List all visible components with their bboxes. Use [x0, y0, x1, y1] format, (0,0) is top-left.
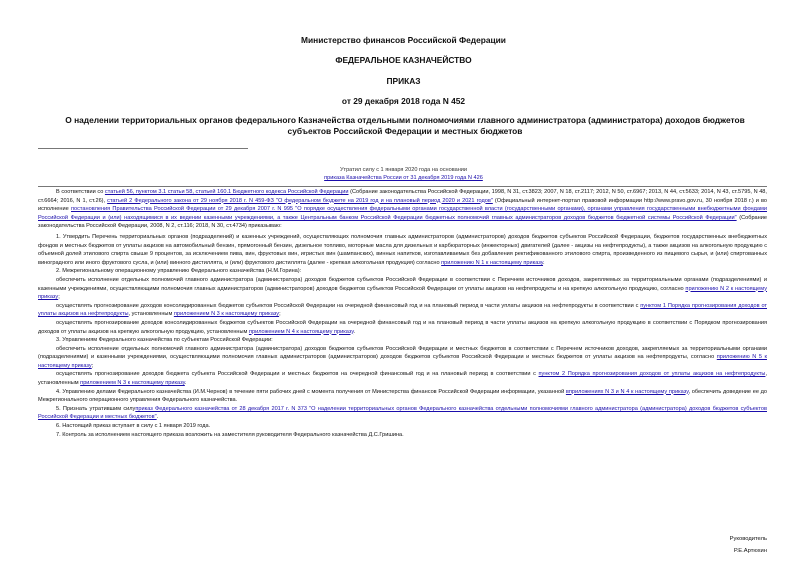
- appendix-5-link[interactable]: приложению N 5 к настоящему приказу: [38, 354, 767, 369]
- appendix-4-link[interactable]: приложением N 4 к настоящему приказу: [248, 328, 354, 335]
- paragraph-3-item-2: осуществлять прогнозирование доходов бюджета субъекта Российской Федерации и местных бюджетов на очередной финансовый год и на плановый период в соответствии с пунктом 2 Порядка прогнозирования доходов от уплаты акцизов на нефтепродукты, установленным приложением N 3 к настоящему приказу.: [38, 371, 767, 387]
- divider-short: [38, 148, 248, 149]
- document-type: ПРИКАЗ: [386, 76, 421, 86]
- paragraph-6: 6. Настоящий приказ вступает в силу с 1 января 2019 года.: [56, 423, 211, 430]
- paragraph-1: 1. Утвердить Перечень территориальных органов (подразделений) и казенных учреждений, осуществляющих полномочия главных администраторов (администраторов) доходов бюджетов субъектов Российской Федерации, бюджетов государственных внебюджетных фондов и местных бюджетов от уплаты акцизов на автомобильный бензин, прямогонный бензин, дизельное топливо, моторные масла для дизельных и карбюраторных (инжекторных) двигателей (далее - акцизы на нефтепродукты), а также акцизов на алкогольную продукцию с объемной долей этилового спирта свыше 9 процентов, за исключением пива, вин, фруктовых вин, игристых вин (шампанских), винных напитков, изготавливаемых без добавления ректификованного этилового спирта, произведенного из пищевого сырья, и (или) спиртованных виноградного или иного фруктового сусла, и (или) винного дистиллята, и (или) фруктового дистиллята (далее - крепкая алкогольная продукция) согласно приложению N 1 к настоящему приказу.: [38, 233, 767, 266]
- paragraph-7: 7. Контроль за исполнением настоящего приказа возложить на заместителя руководителя Федерального казначейства Д.С.Гришина.: [56, 431, 404, 438]
- paragraph-2: 2. Межрегиональному операционному управлению Федерального казначейства (Н.М.Горина):: [56, 268, 302, 275]
- appendices-3-4-link[interactable]: вприложениях N 3 и N 4 к настоящему приказу: [565, 388, 689, 395]
- document-date: от 29 декабря 2018 года N 452: [341, 96, 466, 106]
- document-title: О наделении территориальных органов федерального Казначейства отдельными полномочиями главного администратора (администратора) доходов бюджетов субъектов Российской Федерации и местных бюджетов: [65, 115, 745, 136]
- ministry-name: Министерство финансов Российской Федерации: [301, 35, 506, 45]
- repealed-order-link[interactable]: приказ Федерального казначейства от 28 декабря 2017 г. N 373 "О наделении территориальных органов Федерального казначейства отдельными полномочиями главного администратора (администратора) доходов бюджетов субъектов Российской Федерации и местных бюджетов": [38, 405, 767, 421]
- paragraph-3-item-1: обеспечить исполнение отдельных полномочий главного администратора (администратора) доходов бюджетов субъектов Российской Федерации и местных бюджетов в соответствии с Перечнем источников доходов, закрепляемых за территориальными органами (подразделениями) и казенными учреждениями, осуществляющими полномочия главных администраторов (администраторов) доходов бюджетов субъектов Российской Федерации и местных бюджетов от уплаты акцизов на нефтепродукты, согласно приложению N 5 к настоящему приказу;: [38, 345, 767, 369]
- paragraph-4: 4. Управлению делами Федерального казначейства (И.М.Чернов) в течение пяти рабочих дней с момента получения от Министерства финансов Российской Федерации информации, указанной вприложениях N 3 и N 4 к настоящему приказу, обеспечить доведение ее до Межрегионального операционного управления Федерального казначейства.: [38, 388, 767, 404]
- paragraph-3: 3. Управлениям Федерального казначейства по субъектам Российской Федерации:: [56, 337, 273, 344]
- agency-name: ФЕДЕРАЛЬНОЕ КАЗНАЧЕЙСТВО: [335, 55, 472, 65]
- paragraph-5: 5. Признать утратившим силуприказ Федерального казначейства от 28 декабря 2017 г. N 373 "О наделении территориальных органов Федерального казначейства отдельными полномочиями главного администратора (администратора) доходов бюджетов субъектов Российской Федерации и местных бюджетов".: [38, 405, 767, 421]
- government-resolution-link[interactable]: постановления Правительства Российской Федерации от 29 декабря 2007 г. N 995 "О порядке осуществления федеральными органами государственной власти (государственными органами), органами управления государственными внебюджетными фондами Российской Федерации и (или) находящимися в их ведении казенными учреждениями, а также Центральным банком Российской Федерации бюджетных полномочий главных администраторов доходов бюджетов бюджетной системы Российской Федерации": [38, 206, 767, 221]
- appendix-3-link[interactable]: приложением N 3 к настоящему приказу: [173, 311, 280, 318]
- paragraph-preamble: В соответствии со статьей 56, пунктом 3.1 статьи 58, статьей 160.1 Бюджетного кодекса Российской Федерации (Собрание законодательства Российской Федерации, 1998, N 31, ст.3823; 2007, N 18, ст.2117; 2012, N 50, ст.6967; 2013, N 44, ст.5633; 2014, N 43, ст.5795, N 48, ст.6664; 2016, N 1, ст.26), статьей 2 Федерального закона от 29 ноября 2018 г. N 459-ФЗ "О федеральном бюджете на 2019 год и на плановый период 2020 и 2021 годов" (Официальный интернет-портал правовой информации http://www.pravo.gov.ru, 30 ноября 2018 г.) и во исполнение постановления Правительства Российской Федерации от 29 декабря 2007 г. N 995 "О порядке осуществления федеральными органами государственной власти (государственными органами), органами управления государственными внебюджетными фондами Российской Федерации и (или) находящимися в их ведении казенными учреждениями, а также Центральным банком Российской Федерации бюджетных полномочий главных администраторов доходов бюджетов бюджетной системы Российской Федерации" (Собрание законодательства Российской Федерации, 2008, N 2, ст.116; 2018, N 30, ст.4734) приказываю:: [38, 189, 767, 230]
- status-note: Утратил силу с 1 января 2020 года на основании: [339, 167, 468, 173]
- paragraph-2-item-1: обеспечить исполнение отдельных полномочий главного администратора (администратора) доходов бюджетов субъектов Российской Федерации в соответствии с Перечнем источников доходов, закрепляемых за территориальными органами (подразделениями) и казенными учреждениями, осуществляющими полномочия главных администраторов (администраторов) доходов бюджетов субъектов Российской Федерации от уплаты акцизов на нефтепродукты и на крепкую алкогольную продукцию, согласно приложению N 2 к настоящему приказу;: [38, 276, 767, 301]
- procedure-point-1-link[interactable]: пунктом 1 Порядка прогнозирования доходов от уплаты акцизов на нефтепродукты: [38, 302, 767, 318]
- procedure-point-2-link[interactable]: пунктом 2 Порядка прогнозирования доходов от уплаты акцизов на нефтепродукты: [538, 371, 766, 378]
- divider-long: [38, 186, 767, 187]
- budget-code-link[interactable]: статьей 56, пунктом 3.1 статьи 58, статьей 160.1 Бюджетного кодекса Российской Федерации: [104, 189, 349, 195]
- signature-role: Руководитель: [729, 536, 767, 542]
- signature-name: Р.Е.Артюхин: [733, 548, 767, 554]
- paragraph-2-item-2: осуществлять прогнозирование доходов консолидированных бюджетов субъектов Российской Федерации на очередной финансовый год и на плановый период в части уплаты акцизов на нефтепродукты в соответствии с пунктом 1 Порядка прогнозирования доходов от уплаты акцизов на нефтепродукты, установленным приложением N 3 к настоящему приказу;: [38, 302, 767, 318]
- paragraph-2-item-3: осуществлять прогнозирование доходов консолидированных бюджетов субъектов Российской Федерации на очередной финансовый год и на плановый период в части уплаты акцизов на крепкую алкогольную продукцию в соответствии с Порядком прогнозирования доходов от уплаты акцизов на крепкую алкогольную продукцию, установленным приложением N 4 к настоящему приказу.: [38, 319, 767, 335]
- repeal-order-link[interactable]: приказа Казначейства России от 31 декабря 2019 года N 426: [324, 175, 483, 181]
- appendix-1-link[interactable]: приложению N 1 к настоящему приказу: [441, 259, 544, 266]
- appendix-2-link[interactable]: приложению N 2 к настоящему приказу: [38, 285, 767, 301]
- document-body: [38, 188, 767, 439]
- appendix-3-link-2[interactable]: приложением N 3 к настоящему приказу: [80, 380, 185, 387]
- federal-law-link[interactable]: статьей 2 Федерального закона от 29 ноября 2018 г. N 459-ФЗ "О федеральном бюджете на 2019 год и на плановый период 2020 и 2021 годов": [107, 197, 493, 204]
